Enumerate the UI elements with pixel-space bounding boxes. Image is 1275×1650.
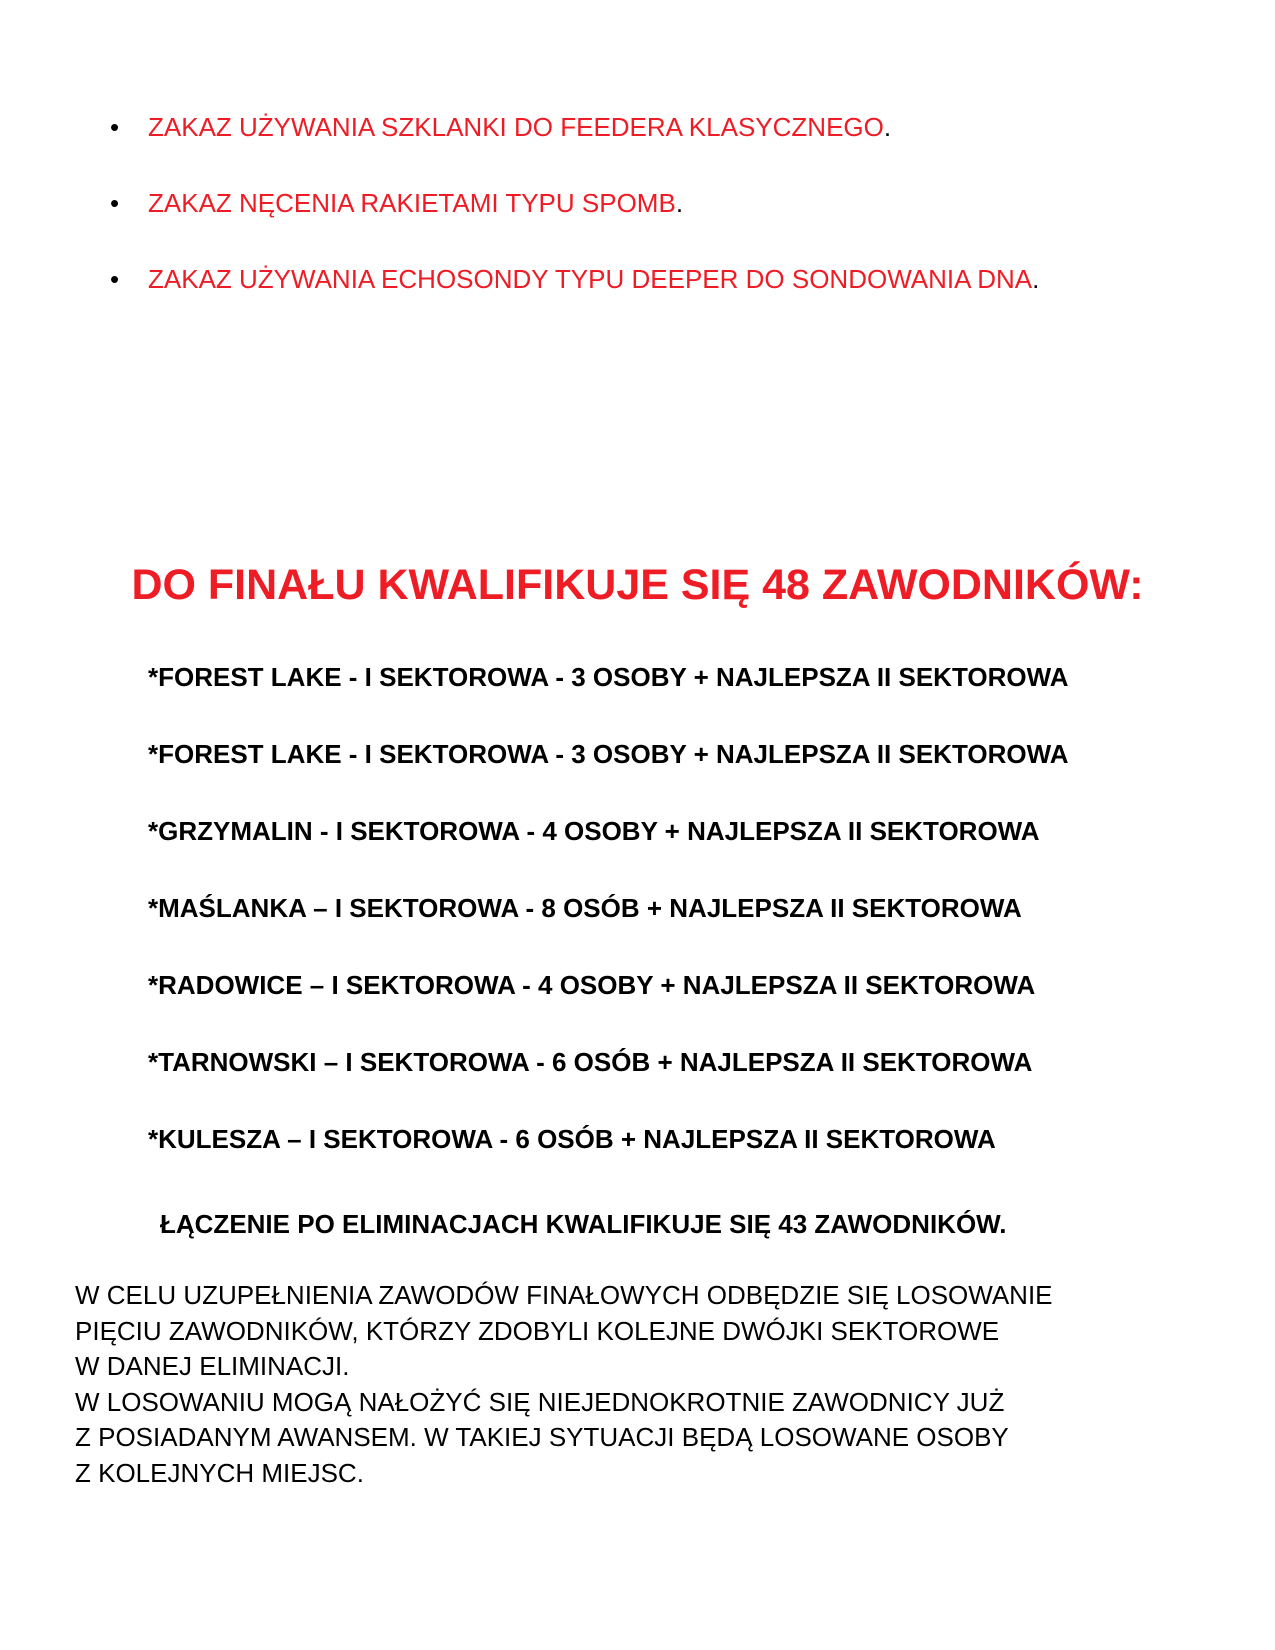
- notes-line: W DANEJ ELIMINACJI.: [75, 1351, 350, 1381]
- prohibition-suffix: .: [675, 188, 684, 218]
- notes-line: W CELU UZUPEŁNIENIA ZAWODÓW FINAŁOWYCH ODBĘDZIE SIĘ LOSOWANIE: [75, 1280, 1053, 1310]
- qualification-list: [148, 660, 1068, 1199]
- prohibition-item: [110, 110, 1039, 144]
- notes-line: W LOSOWANIU MOGĄ NAŁOŻYĆ SIĘ NIEJEDNOKROTNIE ZAWODNICY JUŻ: [75, 1386, 1005, 1417]
- prohibition-text: ZAKAZ UŻYWANIA SZKLANKI DO FEEDERA KLASYCZNEGO: [148, 112, 884, 142]
- qualification-item: *KULESZA – I SEKTOROWA - 6 OSÓB + NAJLEPSZA II SEKTOROWA: [148, 1124, 996, 1154]
- qualification-item: *MAŚLANKA – I SEKTOROWA - 8 OSÓB + NAJLEPSZA II SEKTOROWA: [148, 893, 1022, 923]
- prohibitions-list: [110, 110, 1039, 338]
- merge-note: ŁĄCZENIE PO ELIMINACJACH KWALIFIKUJE SIĘ 43 ZAWODNIKÓW.: [160, 1209, 1007, 1239]
- qualification-item: *TARNOWSKI – I SEKTOROWA - 6 OSÓB + NAJLEPSZA II SEKTOROWA: [148, 1047, 1033, 1077]
- prohibition-item: [110, 262, 1039, 296]
- final-qualification-headline: DO FINAŁU KWALIFIKUJE SIĘ 48 ZAWODNIKÓW:: [131, 561, 1144, 609]
- qualification-item: *FOREST LAKE - I SEKTOROWA - 3 OSOBY + NAJLEPSZA II SEKTOROWA: [148, 662, 1069, 692]
- qualification-item: *RADOWICE – I SEKTOROWA - 4 OSOBY + NAJLEPSZA II SEKTOROWA: [148, 970, 1036, 1000]
- bullet-icon: •: [110, 112, 120, 142]
- prohibition-suffix: .: [1032, 264, 1040, 294]
- prohibition-item: [110, 186, 1039, 220]
- qualification-item: *GRZYMALIN - I SEKTOROWA - 4 OSOBY + NAJLEPSZA II SEKTOROWA: [148, 816, 1040, 846]
- bullet-icon: •: [110, 264, 120, 294]
- bullet-icon: •: [110, 188, 120, 218]
- notes-line: Z KOLEJNYCH MIEJSC.: [75, 1457, 364, 1488]
- prohibition-text: ZAKAZ UŻYWANIA ECHOSONDY TYPU DEEPER DO SONDOWANIA DNA: [148, 264, 1033, 294]
- prohibition-suffix: .: [883, 112, 892, 142]
- draw-notes-paragraph: [75, 1278, 1053, 1491]
- notes-line: Z POSIADANYM AWANSEM. W TAKIEJ SYTUACJI BĘDĄ LOSOWANE OSOBY: [75, 1422, 1009, 1452]
- qualification-item: *FOREST LAKE - I SEKTOROWA - 3 OSOBY + NAJLEPSZA II SEKTOROWA: [148, 739, 1069, 769]
- prohibition-text: ZAKAZ NĘCENIA RAKIETAMI TYPU SPOMB: [148, 188, 676, 218]
- notes-line: PIĘCIU ZAWODNIKÓW, KTÓRZY ZDOBYLI KOLEJNE DWÓJKI SEKTOROWE: [75, 1315, 1000, 1346]
